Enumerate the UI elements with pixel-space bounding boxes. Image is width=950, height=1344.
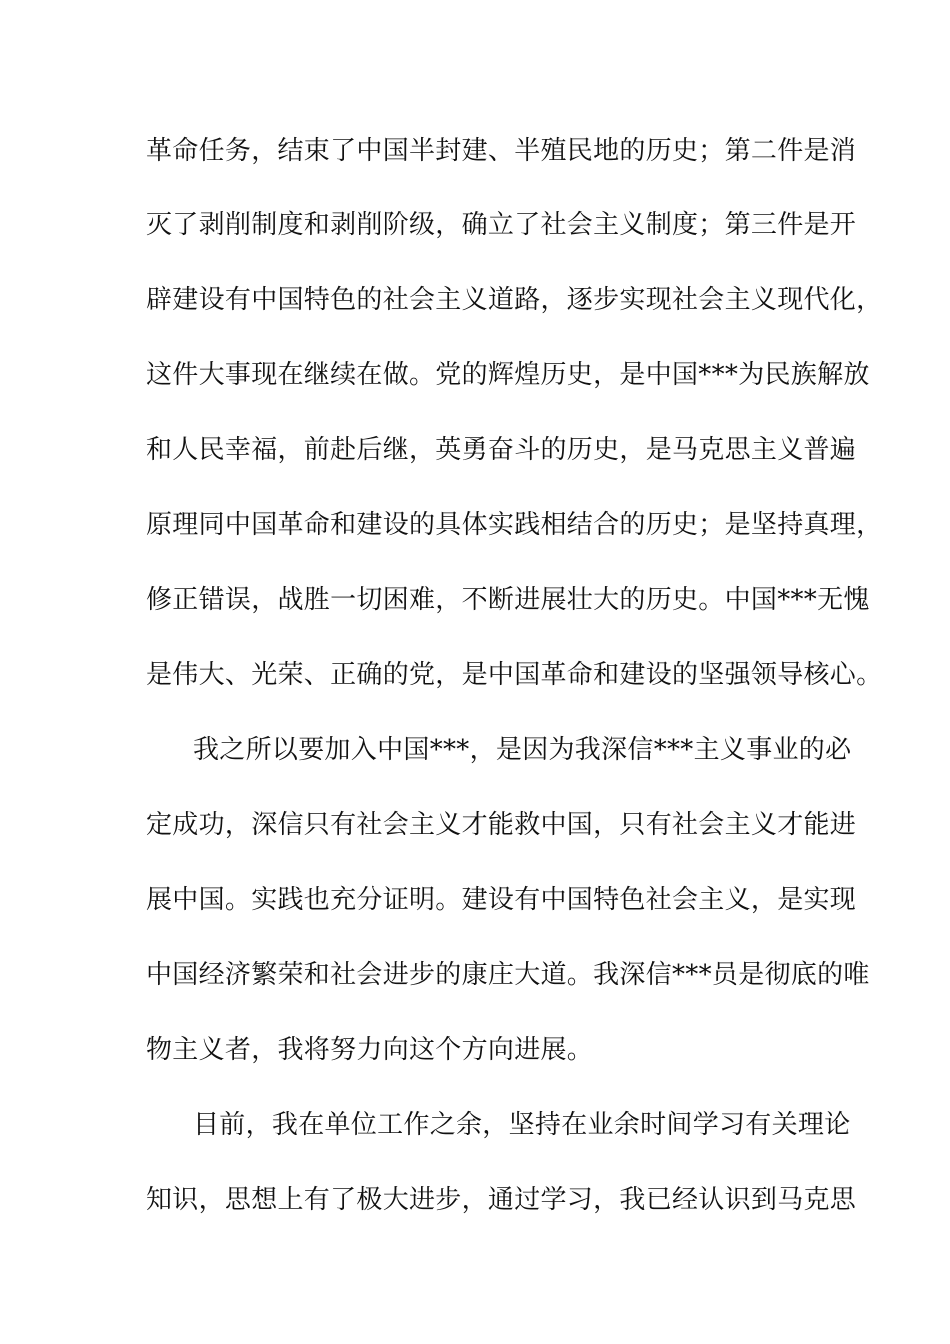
text-line: 中国经济繁荣和社会进步的康庄大道。我深信***员是彻底的唯 [146,960,870,990]
text-line: 革命任务，结束了中国半封建、半殖民地的历史；第二件是消 [146,136,857,166]
text-line: 辟建设有中国特色的社会主义道路，逐步实现社会主义现代化， [146,285,883,315]
text-line: 和人民幸福，前赴后继，英勇奋斗的历史，是马克思主义普遍 [146,435,857,465]
text-line: 定成功，深信只有社会主义才能救中国，只有社会主义才能进 [146,810,857,840]
text-line: 灭了剥削制度和剥削阶级，确立了社会主义制度；第三件是开 [146,210,857,240]
text-line: 知识，思想上有了极大进步，通过学习，我已经认识到马克思 [146,1185,857,1215]
text-line: 原理同中国革命和建设的具体实践相结合的历史；是坚持真理， [146,510,883,540]
text-line: 这件大事现在继续在做。党的辉煌历史，是中国***为民族解放 [146,360,870,390]
paragraph-start-line: 我之所以要加入中国***，是因为我深信***主义事业的必 [193,735,852,765]
text-line: 是伟大、光荣、正确的党，是中国革命和建设的坚强领导核心。 [146,660,883,690]
text-line: 修正错误，战胜一切困难，不断进展壮大的历史。中国***无愧 [146,585,870,615]
text-line: 物主义者，我将努力向这个方向进展。 [146,1035,594,1065]
paragraph-start-line: 目前，我在单位工作之余，坚持在业余时间学习有关理论 [193,1110,851,1140]
text-line: 展中国。实践也充分证明。建设有中国特色社会主义，是实现 [146,885,857,915]
